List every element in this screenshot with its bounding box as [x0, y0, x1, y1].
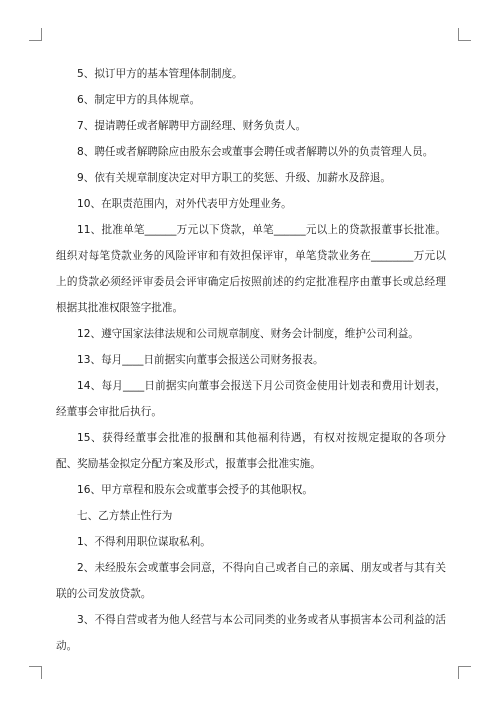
paragraph-item-11: 11、批准单笔______万元以下贷款，单笔______元以上的贷款报董事长批准。组织对每笔贷款业务的风险评审和有效担保评审，单笔贷款业务在________万元以上的贷款必须经评审委员会评审确定后按照前述的约定批准程序由董事长或总经理根据其批准权限签字批准。	[56, 224, 446, 314]
crop-mark-top-left	[29, 28, 42, 41]
paragraph-item-8: 8、聘任或者解聘除应由股东会或董事会聘任或者解聘以外的负责管理人员。	[77, 146, 434, 158]
paragraph-prohibition-1: 1、不得利用职位谋取私利。	[77, 536, 211, 548]
paragraph-item-7: 7、提请聘任或者解聘甲方副经理、财务负责人。	[77, 120, 307, 132]
document-body	[56, 61, 446, 659]
crop-mark-bottom-left	[29, 666, 42, 679]
paragraph-item-6: 6、制定甲方的具体规章。	[77, 94, 201, 106]
paragraph-item-12: 12、遵守国家法律法规和公司规章制度、财务会计制度，维护公司利益。	[77, 328, 419, 340]
paragraph-prohibition-2: 2、未经股东会或董事会同意，不得向自己或者自己的亲属、朋友或者与其有关联的公司发放贷款。	[56, 562, 446, 600]
crop-mark-top-right	[458, 28, 471, 41]
paragraph-item-13: 13、每月____日前据实向董事会报送公司财务报表。	[77, 354, 324, 366]
paragraph-prohibition-3: 3、不得自营或者为他人经营与本公司同类的业务或者从事损害本公司利益的活动。	[56, 614, 446, 652]
paragraph-item-14: 14、每月____日前据实向董事会报送下月公司资金使用计划表和费用计划表，经董事会审批后执行。	[56, 380, 446, 418]
paragraph-item-9: 9、依有关规章制度决定对甲方职工的奖惩、升级、加薪水及辞退。	[77, 172, 391, 184]
paragraph-item-16: 16、甲方章程和股东会或董事会授予的其他职权。	[77, 484, 313, 496]
section-heading: 七、乙方禁止性行为	[77, 510, 173, 522]
paragraph-item-10: 10、在职责范围内，对外代表甲方处理业务。	[77, 198, 292, 210]
crop-mark-bottom-right	[458, 666, 471, 679]
paragraph-item-5: 5、拟订甲方的基本管理体制制度。	[77, 68, 243, 80]
paragraph-item-15: 15、获得经董事会批准的报酬和其他福利待遇，有权对按规定提取的各项分配、奖励基金拟定分配方案及形式，报董事会批准实施。	[56, 432, 446, 470]
